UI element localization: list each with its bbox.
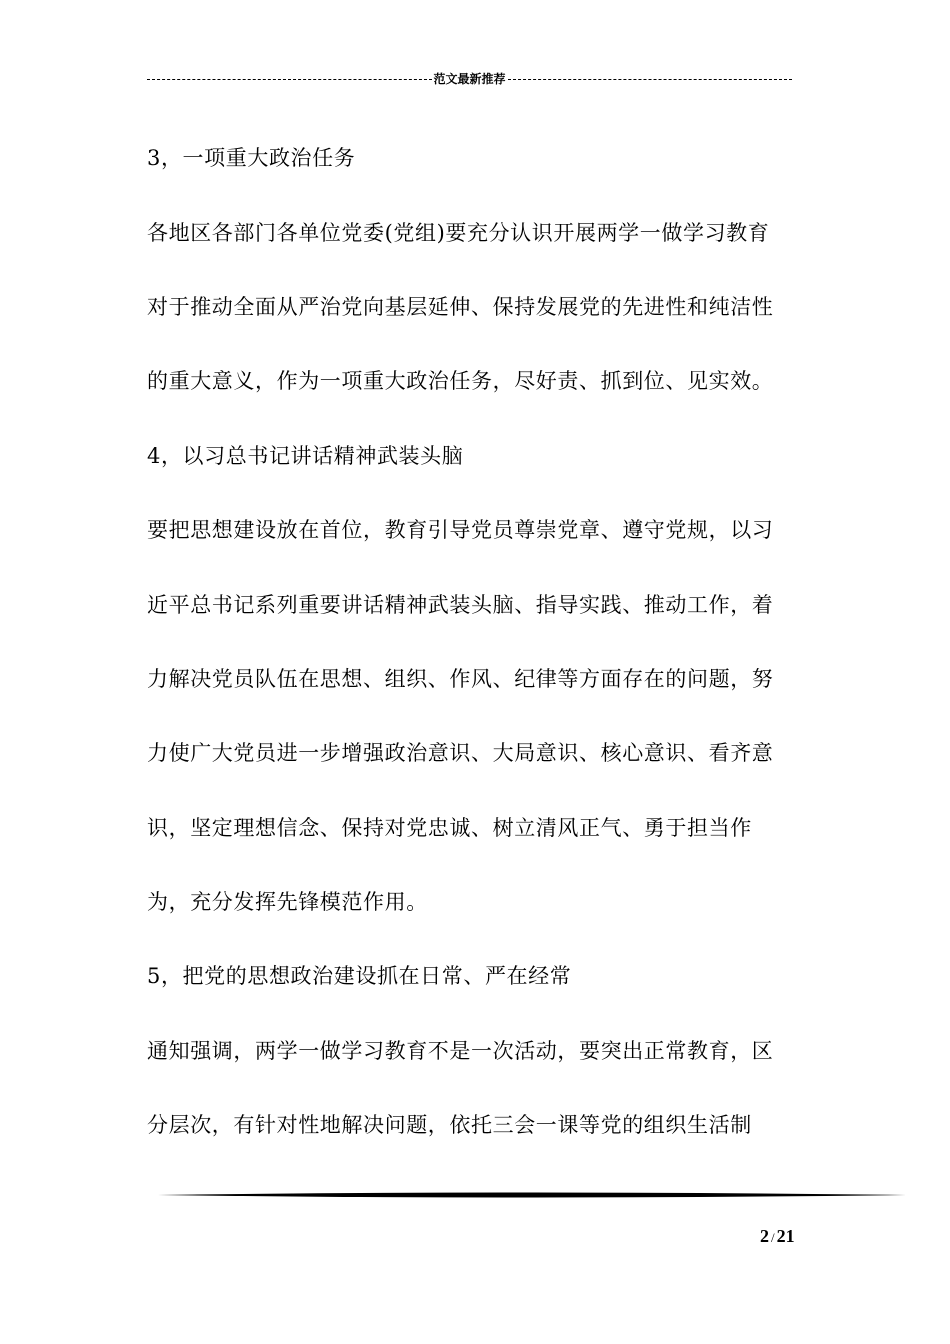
page-total: 21 (776, 1226, 795, 1246)
page-header (147, 68, 792, 88)
footer-decorative-rule (158, 1190, 906, 1200)
body-text-line: 要把思想建设放在首位，教育引导党员尊崇党章、遵守党规，以习 (147, 518, 774, 543)
body-text-line: 通知强调，两学一做学习教育不是一次活动，要突出正常教育，区 (147, 1038, 774, 1063)
section-heading-3: 3，一项重大政治任务 (147, 146, 356, 171)
page-number (760, 1226, 795, 1247)
body-text-line: 近平总书记系列重要讲话精神武装头脑、指导实践、推动工作，着 (147, 592, 774, 617)
body-text-line: 识，坚定理想信念、保持对党忠诚、树立清风正气、勇于担当作 (147, 815, 752, 840)
document-body (147, 120, 807, 1161)
body-text-line: 为，充分发挥先锋模范作用。 (147, 890, 428, 915)
page-current: 2 (760, 1226, 769, 1246)
body-text-line: 力使广大党员进一步增强政治意识、大局意识、核心意识、看齐意 (147, 741, 774, 766)
header-label: 范文最新推荐 (433, 71, 506, 86)
body-text-line: 对于推动全面从严治党向基层延伸、保持发展党的先进性和纯洁性 (147, 294, 774, 319)
section-heading-4: 4，以习总书记讲话精神武装头脑 (147, 443, 464, 468)
body-text-line: 各地区各部门各单位党委(党组)要充分认识开展两学一做学习教育 (147, 220, 770, 245)
header-dashed-rule-right (508, 79, 792, 80)
body-text-line: 的重大意义，作为一项重大政治任务，尽好责、抓到位、见实效。 (147, 369, 774, 394)
body-text-line: 力解决党员队伍在思想、组织、作风、纪律等方面存在的问题，努 (147, 666, 774, 691)
page-separator: / (771, 1230, 775, 1245)
header-dashed-rule-left (147, 79, 432, 80)
section-heading-5: 5，把党的思想政治建设抓在日常、严在经常 (147, 964, 572, 989)
body-text-line: 分层次，有针对性地解决问题，依托三会一课等党的组织生活制 (147, 1113, 752, 1138)
